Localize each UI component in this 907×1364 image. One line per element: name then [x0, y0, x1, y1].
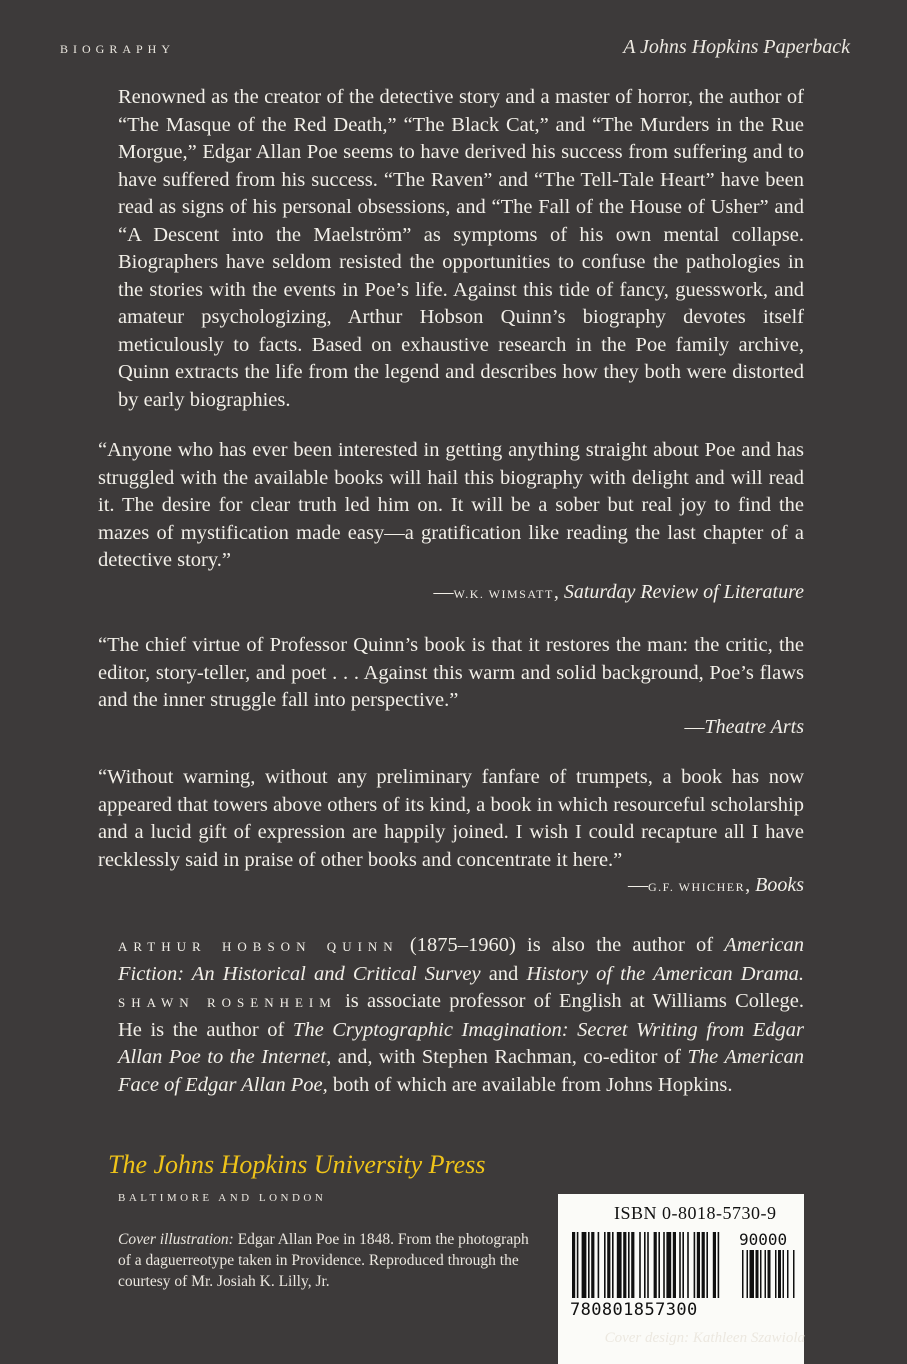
author-name: ARTHUR HOBSON QUINN — [118, 939, 399, 954]
review-quote — [98, 764, 804, 874]
author-name: SHAWN ROSENHEIM — [118, 995, 337, 1010]
bio-text: and — [488, 962, 519, 985]
barcode-icon — [572, 1232, 798, 1300]
quote-text: “The chief virtue of Professor Quinn’s book is that it restores the man: the critic, the editor, story-teller, and poet . . . Against this warm and solid background, Poe’s flaws and the inner struggle fall into perspective.” — [98, 634, 804, 711]
quote-source: Saturday Review of Literature — [563, 581, 804, 603]
publisher-name: The Johns Hopkins University Press — [108, 1150, 486, 1179]
bio-text: is associate professor of English at Williams College. He is the author of — [118, 990, 805, 1041]
bio-text: and, with Stephen Rachman, co-editor of — [337, 1046, 681, 1068]
description-blurb: Renowned as the creator of the detective story and a master of horror, the author of “The Masque of the Red Death,” “The Black Cat,” and “The Murders in the Rue Morgue,” Edgar Allan Poe seems to have derived his success from suffering and to have suffered from his success. “The Raven” and “The Tell-Tale Heart” have been read as signs of his personal obsessions, and “The Fall of the House of Usher” and “A Descent into the Maelström” as symptoms of his own mental collapse. Biographers have seldom resisted the opportunities to confuse the pathologies in the stories with the events in Poe’s life. Against this tide of fancy, guesswork, and amateur psychologizing, Arthur Hobson Quinn’s biography devotes itself meticulously to facts. Based on exhaustive research in the Poe family archive, Quinn extracts the life from the legend and describes how they both were distorted by early biographies. — [118, 86, 804, 411]
book-title: American Fiction: An Historical and Critical Survey — [118, 934, 804, 985]
publisher-cities: BALTIMORE AND LONDON — [118, 1192, 327, 1204]
credit-text: Edgar Allan Poe in 1848. From the photograph of a daguerreotype taken in Providence. Reproduced through the courtesy of Mr. Josiah K. Lilly, Jr. — [118, 1231, 529, 1290]
barcode-number: 780801857300 — [570, 1300, 698, 1320]
book-title: The American Face of Edgar Allan Poe, — [118, 1046, 805, 1096]
quote-source: Books — [755, 874, 804, 896]
quote-source: Theatre Arts — [704, 716, 804, 738]
quote-attribution: —Theatre Arts — [684, 716, 804, 738]
bio-text: both of which are available from Johns Hopkins. — [332, 1073, 733, 1096]
quote-text: “Anyone who has ever been interested in getting anything straight about Poe and has struggled with the available books will hail this biography with delight and will read it. The desire for clear truth led him on. It will be a sober but real joy to find the mazes of mystification made easy—a gratification like reading the last chapter of a detective story.” — [98, 439, 804, 571]
price-addon-number: 90000 — [739, 1230, 788, 1249]
credit-label: Cover illustration: — [118, 1231, 234, 1248]
cover-design-credit: Cover design: Kathleen Szawiola — [604, 1330, 805, 1346]
category-label: BIOGRAPHY — [60, 42, 176, 56]
series-label: A Johns Hopkins Paperback — [623, 36, 850, 58]
review-quote — [98, 437, 804, 575]
quote-text: “Without warning, without any preliminary fanfare of trumpets, a book has now appeared that towers above others of its kind, a book in which resourceful scholarship and a lucid gift of expression are happily joined. I wish I could recapture all I have recklessly said in praise of other books and concentrate it here.” — [98, 766, 804, 871]
quote-author: G.F. WHICHER — [647, 880, 746, 894]
quote-author: W.K. WIMSATT — [453, 587, 554, 601]
isbn-label: ISBN 0-8018-5730-9 — [614, 1203, 777, 1223]
review-quote — [98, 632, 804, 715]
book-title: History of the American Drama. — [526, 962, 805, 985]
quote-attribution: —G.F. WHICHER, Books — [627, 874, 804, 896]
quote-attribution: —W.K. WIMSATT, Saturday Review of Literature — [433, 581, 804, 603]
cover-illustration-credit — [118, 1229, 538, 1292]
bio-text: (1875–1960) is also the author of — [409, 934, 714, 956]
author-bio — [118, 932, 804, 1099]
book-title: The Cryptographic Imagination: Secret Writing from Edgar Allan Poe to the Internet, — [118, 1018, 805, 1068]
